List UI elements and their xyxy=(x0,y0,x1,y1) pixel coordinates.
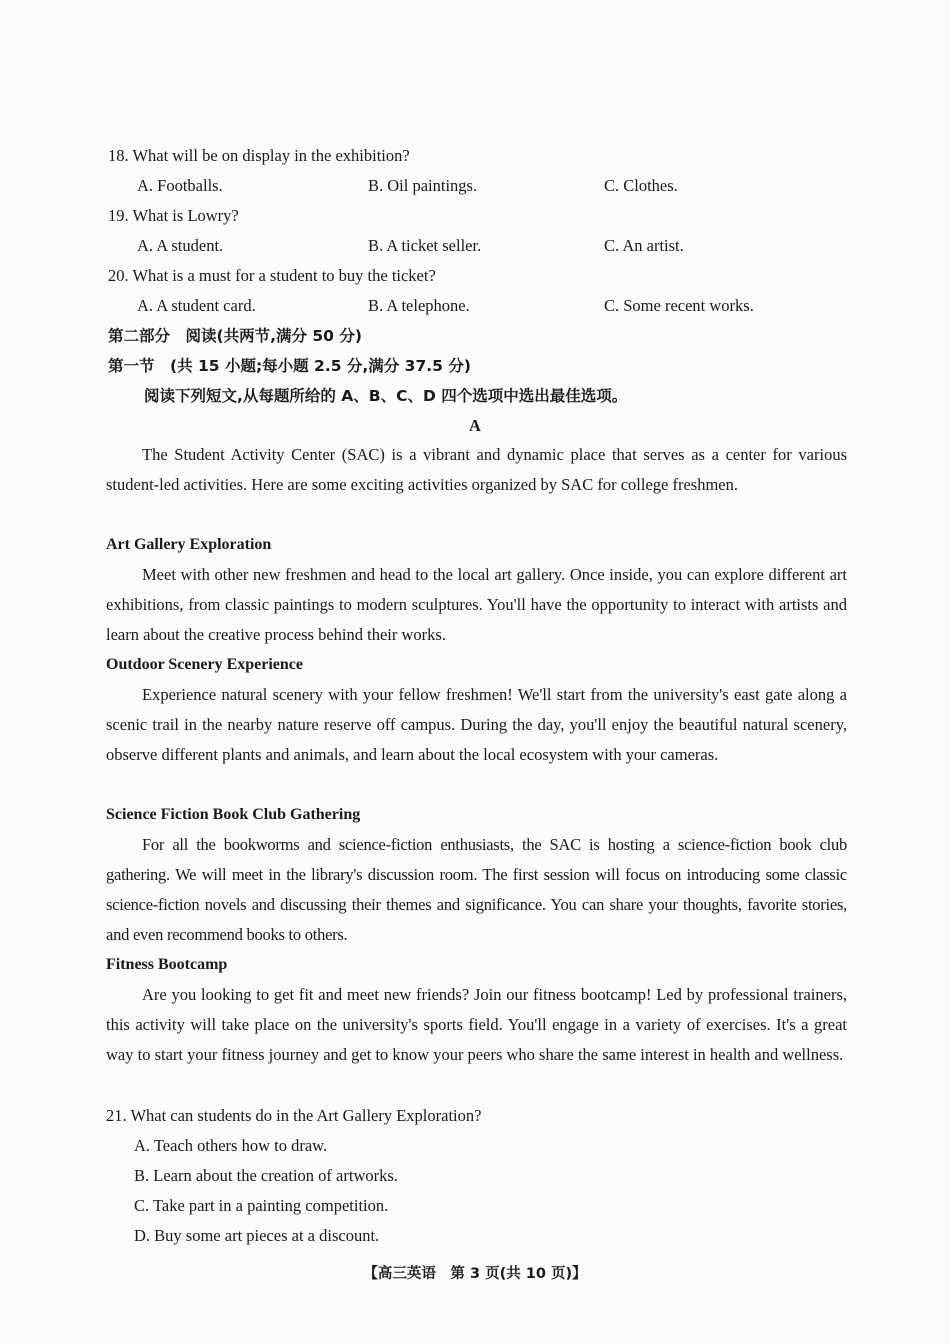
q19-option-a: A. A student. xyxy=(137,236,224,255)
q21-option-d: D. Buy some art pieces at a discount. xyxy=(134,1226,380,1245)
q21-option-a: A. Teach others how to draw. xyxy=(134,1136,328,1155)
q19-option-b: B. A ticket seller. xyxy=(368,236,482,255)
page-footer: 【高三英语 第 3 页(共 10 页)】 xyxy=(363,1266,587,1282)
question-20: 20. What is a must for a student to buy the ticket? xyxy=(108,266,436,285)
reading-instruction: 阅读下列短文,从每题所给的 A、B、C、D 四个选项中选出最佳选项。 xyxy=(144,387,628,405)
question-21: 21. What can students do in the Art Gallery Exploration? xyxy=(106,1106,482,1125)
q21-option-c: C. Take part in a painting competition. xyxy=(134,1196,389,1215)
section-heading-art-gallery: Art Gallery Exploration xyxy=(106,536,272,553)
section-body-art-gallery: Meet with other new freshmen and head to the local art gallery. Once inside, you can explore different art exhibitions, from classic paintings to modern sculptures. You'll have the opportunity to interact with artists and learn about the creative process behind their works. xyxy=(106,565,847,644)
q20-option-a: A. A student card. xyxy=(137,296,256,315)
question-18: 18. What will be on display in the exhibition? xyxy=(108,146,410,165)
passage-label: A xyxy=(469,416,481,435)
q20-option-c: C. Some recent works. xyxy=(604,296,754,315)
q18-option-b: B. Oil paintings. xyxy=(368,176,478,195)
q19-option-c: C. An artist. xyxy=(604,236,684,255)
section-heading-outdoor: Outdoor Scenery Experience xyxy=(106,656,304,673)
section-heading-fitness: Fitness Bootcamp xyxy=(106,956,228,973)
q18-option-a: A. Footballs. xyxy=(137,176,223,195)
q18-option-c: C. Clothes. xyxy=(604,176,678,195)
q21-option-b: B. Learn about the creation of artworks. xyxy=(134,1166,398,1185)
section-one-title: 第一节 (共 15 小题;每小题 2.5 分,满分 37.5 分) xyxy=(108,357,471,375)
section-body-fitness: Are you looking to get fit and meet new friends? Join our fitness bootcamp! Led by professional trainers, this activity will take place on the university's sports field. You'll engage in a variety of exercises. It's a great way to start your fitness journey and get to know your peers who share the same interest in health and wellness. xyxy=(106,985,847,1064)
section-body-book-club: For all the bookworms and science-fiction enthusiasts, the SAC is hosting a science-fiction book club gathering. We will meet in the library's discussion room. The first session will focus on introducing some classic science-fiction novels and discussing their themes and significance. You can share your thoughts, favorite stories, and even recommend books to others. xyxy=(106,835,847,944)
q20-option-b: B. A telephone. xyxy=(368,296,470,315)
passage-intro: The Student Activity Center (SAC) is a vibrant and dynamic place that serves as a center for various student-led activities. Here are some exciting activities organized by SAC for college freshmen. xyxy=(106,445,847,494)
part-two-title: 第二部分 阅读(共两节,满分 50 分) xyxy=(108,327,362,345)
section-heading-book-club: Science Fiction Book Club Gathering xyxy=(106,806,361,823)
section-body-outdoor: Experience natural scenery with your fellow freshmen! We'll start from the university's east gate along a scenic trail in the nearby nature reserve off campus. During the day, you'll enjoy the beautiful natural scenery, observe different plants and animals, and learn about the local ecosystem with your cameras. xyxy=(106,685,847,764)
question-19: 19. What is Lowry? xyxy=(108,206,239,225)
